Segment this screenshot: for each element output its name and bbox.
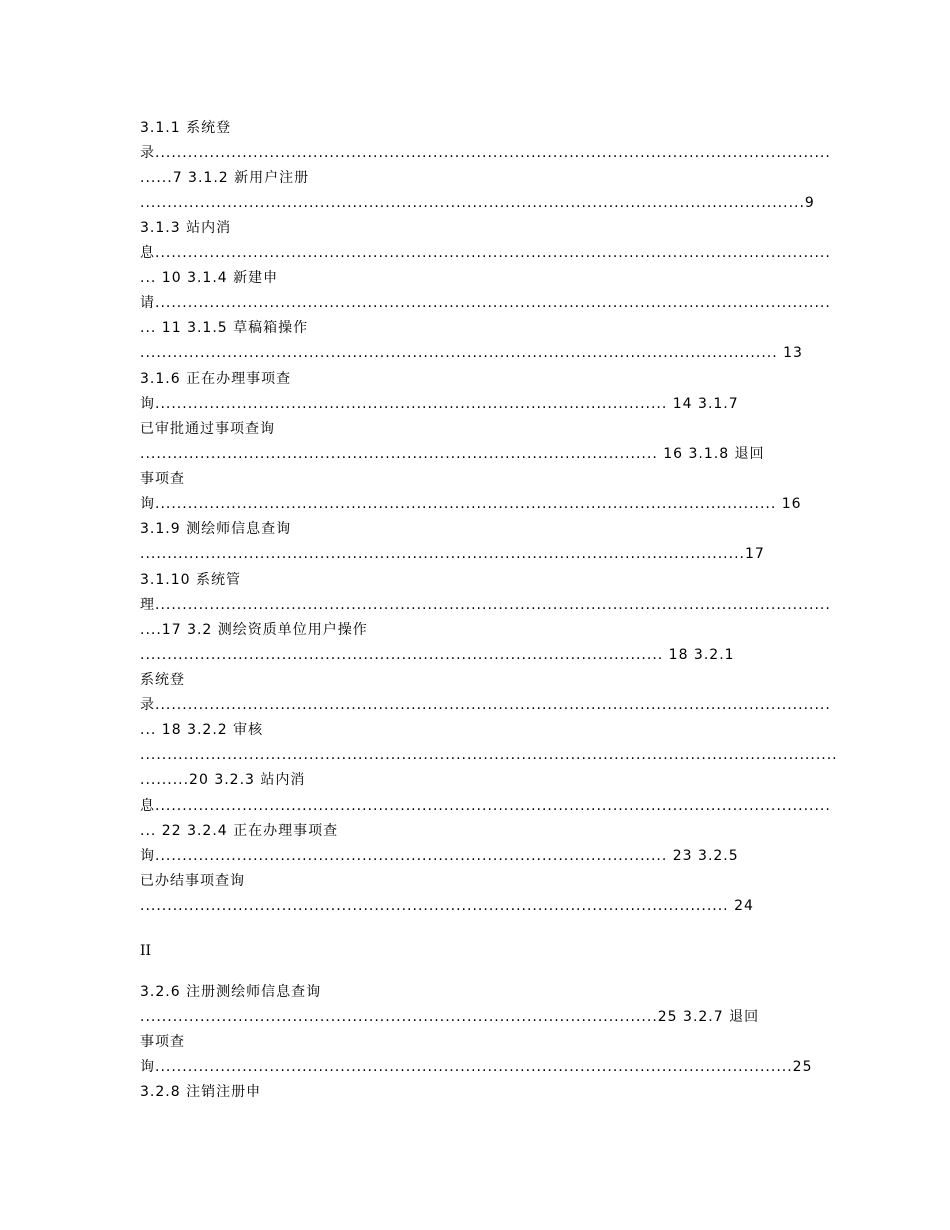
toc-line: ... 11 3.1.5 草稿箱操作 [140,320,309,336]
toc-line: ... 22 3.2.4 正在办理事项查 [140,823,339,839]
toc-line: 录............................................................................................................................ [140,145,831,161]
toc-line: 请............................................................................................................................ [140,295,831,311]
toc-line: 询.................................................................................................................. 16 [140,496,802,512]
toc-line: 录............................................................................................................................ [140,697,831,713]
toc-line: ......7 3.1.2 新用户注册 [140,170,310,186]
toc-line: 3.1.6 正在办理事项查 [140,371,292,387]
toc-line: 息............................................................................................................................ [140,798,831,814]
toc-line: 事项查 [140,1034,185,1050]
toc-line: ..................................................................................................................... 13 [140,345,803,361]
toc-line: 3.1.1 系统登 [140,120,232,136]
toc-line: 3.1.10 系统管 [140,572,241,588]
toc-line: 3.2.6 注册测绘师信息查询 [140,984,322,1000]
toc-line: 事项查 [140,471,185,487]
toc-line: 3.2.8 注销注册申 [140,1084,262,1100]
toc-line: ................................................................................................................................ [140,747,838,763]
toc-line: 询.............................................................................................. 14 3.1.7 [140,396,739,412]
toc-line: 系统登 [140,672,185,688]
toc-line: .........20 3.2.3 站内消 [140,772,306,788]
toc-line: ...............................................................................................................17 [140,546,765,562]
page-marker: II [140,943,152,959]
toc-line: 3.1.9 测绘师信息查询 [140,521,292,537]
toc-line: ................................................................................................ 18 3.2.1 [140,647,735,663]
toc-line: ... 18 3.2.2 审核 [140,722,264,738]
toc-line: 已办结事项查询 [140,873,245,889]
toc-line: 询.....................................................................................................................25 [140,1059,813,1075]
toc-line: 3.1.3 站内消 [140,220,232,236]
toc-line: 已审批通过事项查询 [140,421,275,437]
toc-line: 理............................................................................................................................ [140,597,831,613]
toc-line: ............................................................................................... 16 3.1.8 退回 [140,446,765,462]
toc-line: ....17 3.2 测绘资质单位用户操作 [140,622,368,638]
toc-line: 息............................................................................................................................ [140,245,831,261]
toc-line: ... 10 3.1.4 新建申 [140,270,279,286]
toc-line: ............................................................................................................ 24 [140,898,754,914]
toc-line: 询.............................................................................................. 23 3.2.5 [140,848,739,864]
toc-line: ...............................................................................................25 3.2.7 退回 [140,1009,760,1025]
toc-line: ..........................................................................................................................9 [140,195,815,211]
